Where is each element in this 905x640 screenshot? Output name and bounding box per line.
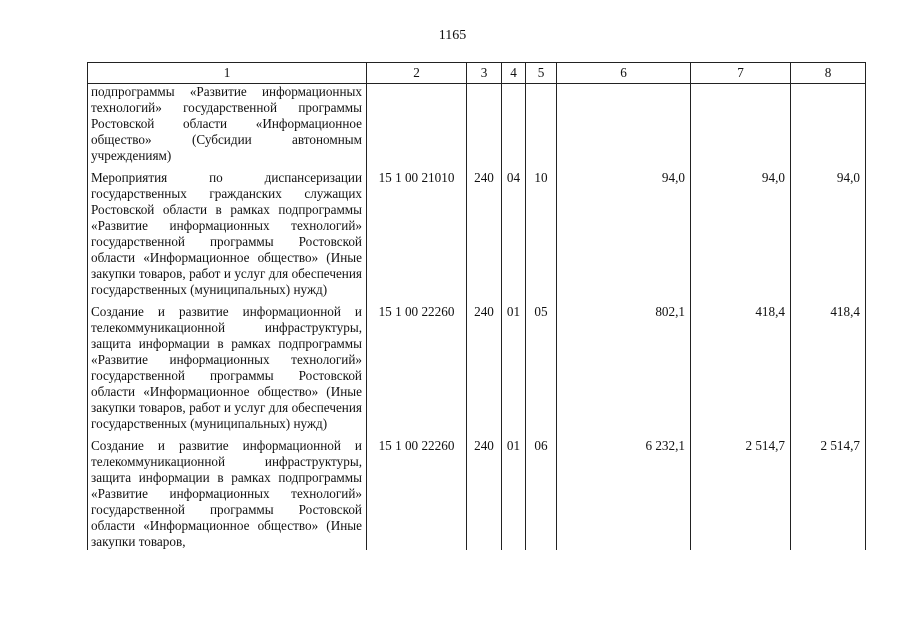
column-header-6: 6 (557, 63, 691, 84)
row-amount-3: 418,4 (791, 298, 866, 432)
row-amount-1: 802,1 (557, 298, 691, 432)
row-amount-3 (791, 84, 866, 165)
row-expense-type: 240 (467, 298, 502, 432)
column-header-1: 1 (88, 63, 367, 84)
row-expense-type: 240 (467, 164, 502, 298)
row-target-code: 15 1 00 22260 (367, 432, 467, 550)
row-amount-3: 94,0 (791, 164, 866, 298)
row-description: Мероприятия по диспансеризации государственных гражданских служащих Ростовской области в рамках подпрограммы «Развитие информационных технологий» государственной программы Ростовской области «Информационное общество» (Иные закупки товаров, работ и услуг для обеспечения государственных (муниципальных) нужд) (88, 164, 367, 298)
table-row (88, 164, 866, 298)
row-amount-1: 6 232,1 (557, 432, 691, 550)
row-amount-2: 2 514,7 (691, 432, 791, 550)
row-target-code: 15 1 00 21010 (367, 164, 467, 298)
row-subsection: 06 (526, 432, 557, 550)
page-number: 1165 (438, 28, 467, 43)
row-amount-3: 2 514,7 (791, 432, 866, 550)
table-header-row (88, 63, 866, 84)
row-description: Создание и развитие информационной и телекоммуникационной инфраструктуры, защита информации в рамках подпрограммы «Развитие информационных технологий» государственной программы Ростовской области «Информационное общество» (Иные закупки товаров, работ и услуг для обеспечения государственных (муниципальных) нужд) (88, 298, 367, 432)
budget-table (87, 62, 866, 550)
row-description: подпрограммы «Развитие информационных технологий» государственной программы Ростовской области «Информационное общество» (Субсидии автономным учреждениям) (88, 84, 367, 165)
row-section: 04 (502, 164, 526, 298)
row-section (502, 84, 526, 165)
row-amount-1: 94,0 (557, 164, 691, 298)
row-description: Создание и развитие информационной и телекоммуникационной инфраструктуры, защита информации в рамках подпрограммы «Развитие информационных технологий» государственной программы Ростовской области «Информационное общество» (Иные закупки товаров, (88, 432, 367, 550)
row-subsection: 05 (526, 298, 557, 432)
column-header-5: 5 (526, 63, 557, 84)
row-subsection: 10 (526, 164, 557, 298)
row-amount-2: 94,0 (691, 164, 791, 298)
row-expense-type: 240 (467, 432, 502, 550)
row-section: 01 (502, 298, 526, 432)
row-section: 01 (502, 432, 526, 550)
row-amount-2: 418,4 (691, 298, 791, 432)
column-header-4: 4 (502, 63, 526, 84)
table-row (88, 84, 866, 165)
column-header-2: 2 (367, 63, 467, 84)
row-amount-2 (691, 84, 791, 165)
column-header-7: 7 (691, 63, 791, 84)
row-expense-type (467, 84, 502, 165)
row-subsection (526, 84, 557, 165)
row-target-code (367, 84, 467, 165)
row-target-code: 15 1 00 22260 (367, 298, 467, 432)
column-header-3: 3 (467, 63, 502, 84)
table-row (88, 298, 866, 432)
table-row (88, 432, 866, 550)
column-header-8: 8 (791, 63, 866, 84)
row-amount-1 (557, 84, 691, 165)
